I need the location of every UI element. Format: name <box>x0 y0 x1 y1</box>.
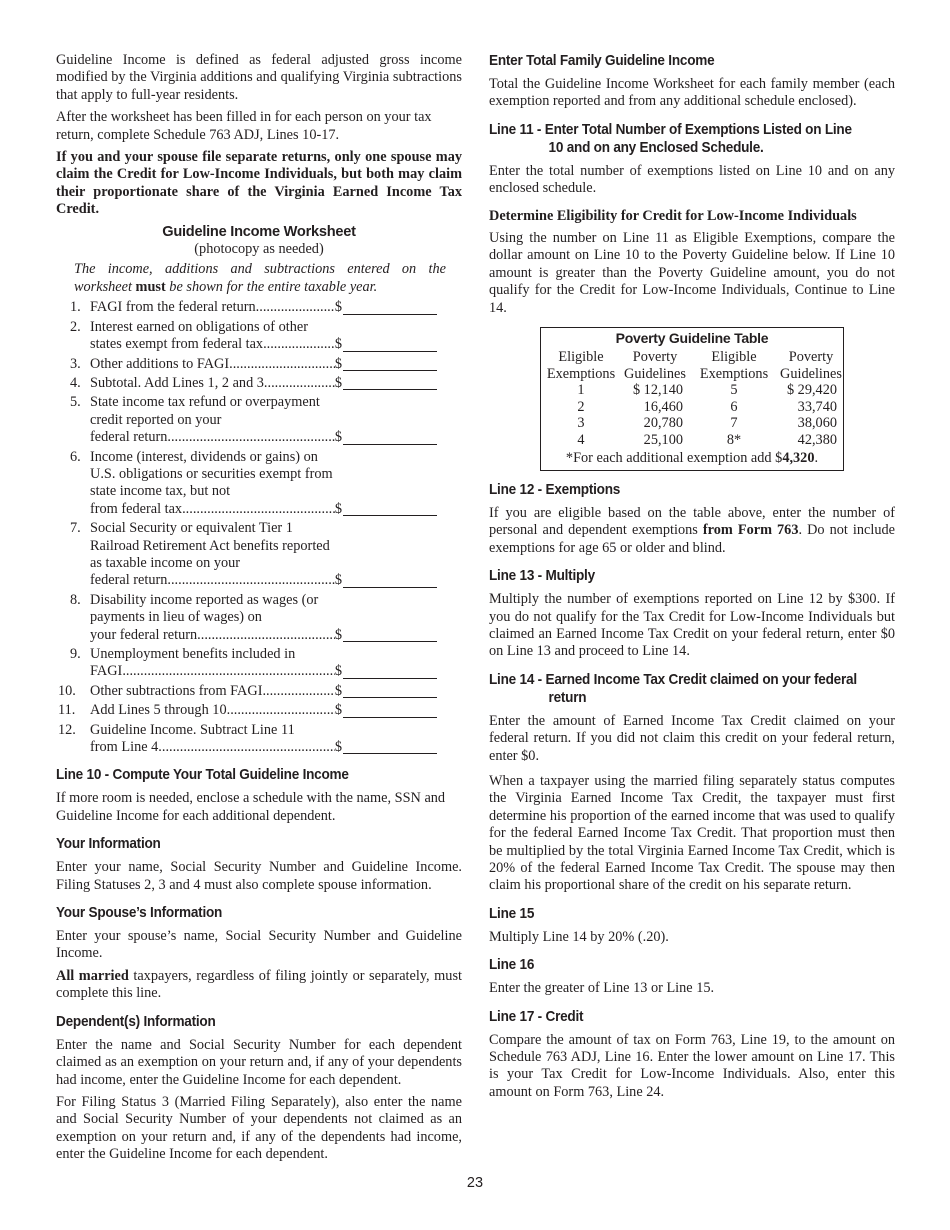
separate-returns-notice: If you and your spouse file separate returns, only one spouse may claim the Credit for Low-Income Individuals, but both may claim their proportionate share of the Virginia Earned Income Tax Credit. <box>56 149 462 218</box>
dot-leader <box>197 627 335 644</box>
dot-leader <box>268 375 335 392</box>
table-row <box>541 415 843 432</box>
worksheet-line-number: 11. <box>58 702 76 719</box>
worksheet-line-text: from federal tax <box>90 500 183 517</box>
worksheet-line-leader <box>90 356 342 373</box>
line12-heading: Line 12 - Exemptions <box>489 481 621 498</box>
amount-blank-line[interactable] <box>343 369 437 371</box>
line11-text: Enter the total number of exemptions listed on Line 10 and on any enclosed schedule. <box>489 162 895 197</box>
worksheet-line-leader <box>90 739 342 756</box>
dot-leader <box>171 429 335 446</box>
amount-blank-line[interactable] <box>343 514 437 516</box>
line12-text: If you are eligible based on the table above, enter the number of personal and dependent exemptions from Form 763. Do not include exemptions for age 65 or older and blind. <box>489 504 896 556</box>
dependent-info-heading: Dependent(s) Information <box>56 1013 216 1030</box>
table-row <box>541 382 843 399</box>
worksheet-line-number: 8. <box>70 591 81 608</box>
poverty-table-title: Poverty Guideline Table <box>615 330 769 347</box>
table-cell: 42,380 <box>797 431 837 448</box>
worksheet-line-text: Add Lines 5 through 10. <box>90 702 231 719</box>
worksheet-line-text: Interest earned on obligations of other <box>90 318 308 335</box>
eligibility-text: Using the number on Line 11 as Eligible Exemptions, compare the dollar amount on Line 10 to the Poverty Guideline below. If Line 10 amount is greater than the Poverty Guideline amount, you do not qualify for the Credit for Low-Income Individuals, Continue to Line 14. <box>489 230 895 316</box>
intro-paragraph: Guideline Income is defined as federal adjusted gross income modified by the Virginia additions and qualifying Virginia subtractions that apply to full-year residents. <box>56 52 462 103</box>
worksheet-line-text: FAGI <box>90 663 123 680</box>
line14-heading: Line 14 - Earned Income Tax Credit claimed on your federal return <box>489 671 857 706</box>
dot-leader <box>229 356 335 373</box>
table-cell: 3 <box>577 415 585 432</box>
table-cell: 8* <box>726 431 742 448</box>
worksheet-line-number: 1. <box>70 299 81 316</box>
worksheet-line-leader <box>90 663 342 680</box>
worksheet-line-text: Other additions to FAGI <box>90 355 230 372</box>
worksheet-line-leader <box>90 572 342 589</box>
dollar-sign: $ <box>334 355 342 372</box>
poverty-table-footnote: *For each additional exemption add $4,320. <box>565 450 819 467</box>
amount-blank-line[interactable] <box>343 640 437 642</box>
poverty-table-header <box>541 349 843 382</box>
dot-leader <box>158 739 335 756</box>
dot-leader <box>266 683 335 700</box>
table-cell: 7 <box>730 415 738 432</box>
dollar-sign: $ <box>334 500 342 517</box>
right-column <box>489 52 895 1106</box>
worksheet-line-text: states exempt from federal tax <box>90 336 264 353</box>
worksheet-line-number: 12. <box>58 721 76 738</box>
worksheet-line-text: Disability income reported as wages (or payments in lieu of wages) on <box>90 591 319 626</box>
worksheet-line-text: Other subtractions from FAGI. <box>90 682 267 699</box>
line15-heading: Line 15 <box>489 905 535 922</box>
line16-text: Enter the greater of Line 13 or Line 15. <box>489 980 715 997</box>
worksheet-line-text: federal return. <box>90 429 171 446</box>
worksheet-line <box>56 520 462 590</box>
table-cell: 4 <box>577 431 585 448</box>
amount-blank-line[interactable] <box>343 313 437 315</box>
worksheet-subtitle: (photocopy as needed) <box>194 241 324 258</box>
dollar-sign: $ <box>334 374 342 391</box>
table-header-cell: Eligible <box>558 349 604 366</box>
worksheet-line <box>56 449 462 519</box>
table-header-cell: Exemptions <box>546 365 616 382</box>
left-column <box>56 52 462 1169</box>
worksheet-line-leader <box>90 375 342 392</box>
intro-paragraph: After the worksheet has been filled in for each person on your tax return, complete Schedule 763 ADJ, Lines 10-17. <box>56 109 432 143</box>
worksheet-line-number: 10. <box>58 682 76 699</box>
worksheet-line-leader <box>90 627 342 644</box>
worksheet-line-number: 2. <box>70 318 81 335</box>
dependent-info-text: For Filing Status 3 (Married Filing Separately), also enter the name and Social Security Number of your dependents not claimed as an exemption on your return and, if any of the dependents had income, enter the Guideline Income for each dependent. <box>56 1093 462 1163</box>
worksheet-line-text: Unemployment benefits included in <box>90 646 296 662</box>
table-header-cell: Eligible <box>711 349 757 366</box>
line17-text: Compare the amount of tax on Form 763, Line 19, to the amount on Schedule 763 ADJ, Line 16. Enter the lower amount on Line 17. This is your Tax Credit for Low-Income Individuals. Also, enter this amount on Form 763, Line 24. <box>489 1031 895 1100</box>
worksheet-line-number: 3. <box>70 355 81 372</box>
dollar-sign: $ <box>334 299 342 316</box>
worksheet-line-text: Social Security or equivalent Tier 1 Railroad Retirement Act benefits reported as taxable income on your <box>90 520 330 571</box>
poverty-guideline-table <box>540 327 844 471</box>
worksheet-line <box>56 356 462 373</box>
dot-leader <box>182 501 335 518</box>
line14-text: Enter the amount of Earned Income Tax Credit claimed on your federal return. If you did not claim this credit on your federal return, enter $0. <box>489 712 895 764</box>
dot-leader <box>259 299 335 316</box>
line17-heading: Line 17 - Credit <box>489 1008 584 1025</box>
worksheet-line-leader <box>90 429 342 446</box>
line14-text: When a taxpayer using the married filing separately status computes the Virginia Earned Income Tax Credit, the taxpayer must first determine his proportion of the earned income that was used to qualify for the federal Earned Income Tax Credit. That proportion must then be multiplied by the total Virginia Earned Income Tax Credit, which is 20% of the federal Earned Income Tax Credit. The spouse may then claim his proportional share of the credit on his separate return. <box>489 772 895 894</box>
table-cell: 33,740 <box>797 398 837 415</box>
worksheet-line <box>56 683 462 700</box>
dot-leader <box>263 336 335 353</box>
table-cell: 16,460 <box>643 398 683 415</box>
amount-blank-line[interactable] <box>343 677 437 679</box>
worksheet-line-leader <box>90 702 342 719</box>
table-cell: 20,780 <box>643 415 683 432</box>
table-cell: 6 <box>730 398 738 415</box>
worksheet-line-text: FAGI from the federal return. <box>90 299 260 316</box>
table-cell: $ 12,140 <box>632 382 683 399</box>
dollar-sign: $ <box>334 682 342 699</box>
worksheet-line-number: 7. <box>70 520 81 537</box>
amount-blank-line[interactable] <box>343 716 437 718</box>
your-info-heading: Your Information <box>56 836 161 853</box>
dollar-sign: $ <box>334 336 342 353</box>
dependent-info-text: Enter the name and Social Security Number for each dependent claimed as an exemption on your return and, if any of your dependents had income, enter the Guideline Income for each dependent. <box>56 1036 462 1088</box>
line13-text: Multiply the number of exemptions reported on Line 12 by $300. If you do not qualify for the Tax Credit for Low-Income Individuals but claimed an Earned Income Tax Credit on your federal return, enter $0 on Line 13 and proceed to Line 14. <box>489 591 895 660</box>
dot-leader <box>122 663 335 680</box>
dollar-sign: $ <box>334 702 342 719</box>
dollar-sign: $ <box>334 739 342 756</box>
worksheet-line-number: 9. <box>70 646 81 662</box>
table-header-cell: Guidelines <box>780 365 842 382</box>
worksheet-line-leader <box>90 336 342 353</box>
table-row <box>541 399 843 416</box>
worksheet-line <box>56 394 462 446</box>
table-cell: 38,060 <box>797 415 837 432</box>
spouse-info-heading: Your Spouse’s Information <box>56 905 223 922</box>
amount-blank-line[interactable] <box>343 443 437 445</box>
table-cell: 1 <box>577 382 585 399</box>
table-cell: 2 <box>577 398 585 415</box>
table-cell: $ 29,420 <box>786 382 837 399</box>
dot-leader <box>230 702 335 719</box>
married-notice: All married taxpayers, regardless of filing jointly or separately, must complete this line. <box>56 967 462 1002</box>
table-header-cell: Guidelines <box>624 365 686 382</box>
worksheet-line <box>56 375 462 392</box>
worksheet-line-leader <box>90 683 342 700</box>
page-number: 23 <box>466 1175 484 1191</box>
table-row <box>541 432 843 449</box>
worksheet-line <box>56 646 462 681</box>
worksheet-line-text: Income (interest, dividends or gains) on U.S. obligations or securities exempt from state income tax, but not <box>90 448 333 500</box>
worksheet-line <box>56 722 462 757</box>
dollar-sign: $ <box>334 663 342 680</box>
amount-blank-line[interactable] <box>343 696 437 698</box>
worksheet-line-text: Subtotal. Add Lines 1, 2 and 3. <box>90 374 268 391</box>
table-header-cell: Poverty <box>632 349 678 366</box>
worksheet-line-text: State income tax refund or overpayment credit reported on your <box>90 394 320 428</box>
table-header-cell: Exemptions <box>699 365 769 382</box>
dollar-sign: $ <box>334 429 342 446</box>
total-family-heading: Enter Total Family Guideline Income <box>489 53 715 69</box>
amount-blank-line[interactable] <box>343 350 437 352</box>
worksheet-line <box>56 592 462 644</box>
worksheet-line-text: Guideline Income. Subtract Line 11 <box>90 721 295 738</box>
worksheet-note: The income, additions and subtractions entered on the worksheet must be shown for the entire taxable year. <box>74 261 446 295</box>
line11-heading: Line 11 - Enter Total Number of Exemptions Listed on Line 10 and on any Enclosed Schedule. <box>489 121 852 156</box>
spouse-info-text: Enter your spouse’s name, Social Security Number and Guideline Income. <box>56 928 462 962</box>
worksheet-line <box>56 319 462 354</box>
worksheet-line-leader <box>90 501 342 518</box>
dot-leader <box>171 572 335 589</box>
table-header-cell: Poverty <box>788 349 834 366</box>
line15-text: Multiply Line 14 by 20% (.20). <box>489 928 669 945</box>
line13-heading: Line 13 - Multiply <box>489 568 595 585</box>
your-info-text: Enter your name, Social Security Number and Guideline Income. Filing Statuses 2, 3 and 4 must also complete spouse information. <box>56 859 462 893</box>
table-cell: 5 <box>730 382 738 399</box>
dollar-sign: $ <box>334 572 342 589</box>
worksheet-line-text: your federal return <box>90 626 198 643</box>
line16-heading: Line 16 <box>489 957 535 974</box>
total-family-text: Total the Guideline Income Worksheet for each family member (each exemption reported and from any additional schedule enclosed). <box>489 76 895 110</box>
worksheet-line-leader <box>90 299 342 316</box>
amount-blank-line[interactable] <box>343 388 437 390</box>
worksheet-line-text: from Line 4 <box>90 739 159 756</box>
worksheet-line-number: 4. <box>70 374 81 391</box>
worksheet-line <box>56 299 462 316</box>
amount-blank-line[interactable] <box>343 752 437 754</box>
line10-heading: Line 10 - Compute Your Total Guideline Income <box>56 767 349 784</box>
amount-blank-line[interactable] <box>343 586 437 588</box>
table-cell: 25,100 <box>643 431 683 448</box>
line10-text: If more room is needed, enclose a schedule with the name, SSN and Guideline Income for each additional dependent. <box>56 790 446 824</box>
worksheet-line-number: 5. <box>70 394 81 411</box>
dollar-sign: $ <box>334 626 342 643</box>
worksheet-title: Guideline Income Worksheet <box>162 223 356 240</box>
worksheet-lines <box>56 299 462 756</box>
worksheet-line-text: federal return. <box>90 572 171 589</box>
eligibility-heading: Determine Eligibility for Credit for Low-Income Individuals <box>489 207 857 224</box>
worksheet-line <box>56 702 462 719</box>
worksheet-line-number: 6. <box>70 448 81 465</box>
